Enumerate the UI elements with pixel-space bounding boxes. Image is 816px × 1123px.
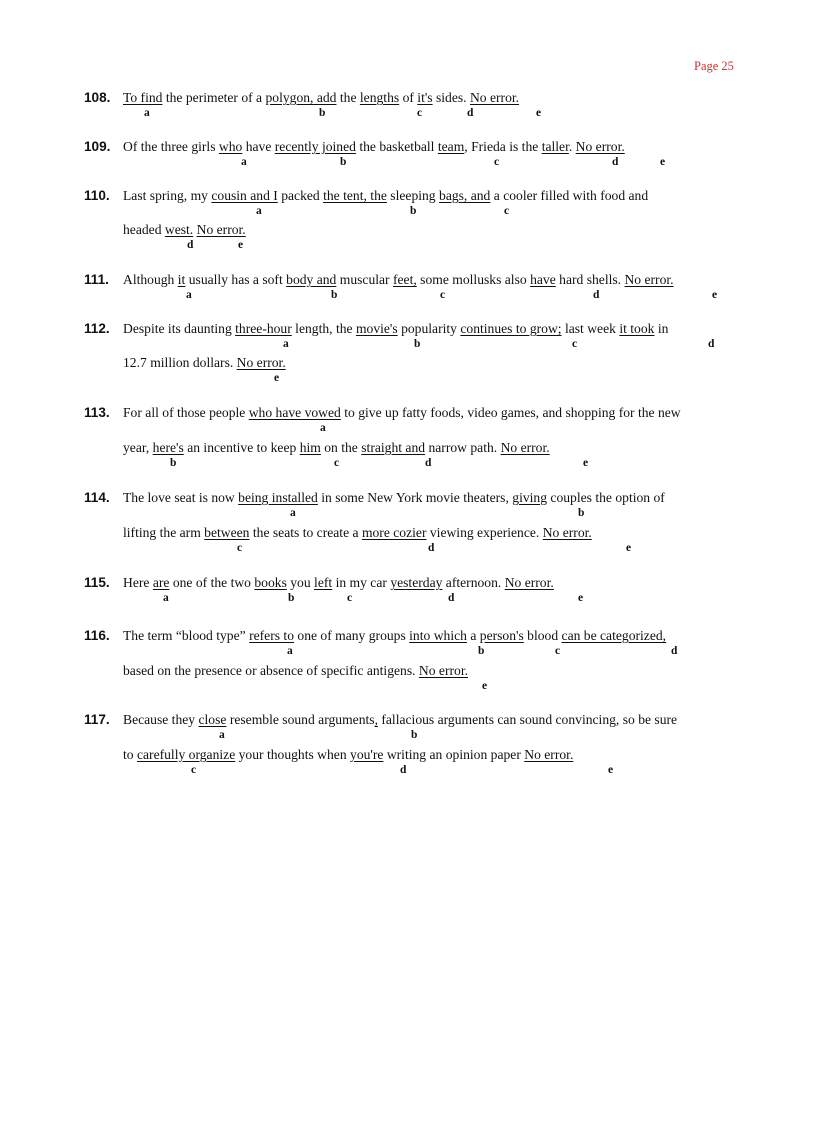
sentence-line bbox=[123, 90, 519, 106]
choice-letter-a: a bbox=[186, 289, 192, 301]
text-segment: length, the bbox=[291, 321, 356, 336]
text-segment: afternoon. bbox=[442, 575, 505, 590]
text-segment: in my car bbox=[332, 575, 391, 590]
choice-letter-d: d bbox=[425, 457, 432, 469]
sentence-line bbox=[123, 139, 625, 155]
text-segment: last week bbox=[561, 321, 620, 336]
choice-letter-b: b bbox=[319, 107, 326, 119]
underlined-segment: close bbox=[198, 712, 227, 727]
choice-letter-a: a bbox=[283, 338, 289, 350]
underlined-segment: are bbox=[152, 575, 170, 590]
choice-letter-a: a bbox=[290, 507, 296, 519]
sentence-line bbox=[123, 405, 681, 421]
sentence-line bbox=[123, 663, 468, 679]
text-segment: the seats to create a bbox=[249, 525, 362, 540]
question-number: 114. bbox=[84, 490, 110, 505]
choice-letter-b: b bbox=[410, 205, 417, 217]
text-segment: viewing experience. bbox=[426, 525, 543, 540]
underlined-segment: No error. bbox=[196, 222, 246, 237]
choice-letter-d: d bbox=[400, 764, 407, 776]
text-segment: Here bbox=[123, 575, 153, 590]
text-segment: . bbox=[568, 139, 576, 154]
question-number: 110. bbox=[84, 188, 110, 203]
underlined-segment: who have vowed bbox=[248, 405, 341, 420]
text-segment: hard shells. bbox=[555, 272, 625, 287]
text-segment: Last spring, my bbox=[123, 188, 212, 203]
choice-letter-e: e bbox=[536, 107, 542, 119]
choice-letter-e: e bbox=[626, 542, 632, 554]
underlined-segment: it took bbox=[619, 321, 655, 336]
underlined-segment: three-hour bbox=[235, 321, 292, 336]
choice-letter-b: b bbox=[288, 592, 295, 604]
choice-letter-c: c bbox=[347, 592, 353, 604]
text-segment: a bbox=[466, 628, 480, 643]
underlined-segment: lengths bbox=[359, 90, 400, 105]
text-segment: the basketball bbox=[355, 139, 438, 154]
underlined-segment: body and bbox=[286, 272, 337, 287]
page-number: Page 25 bbox=[694, 59, 734, 73]
underlined-segment: straight and bbox=[361, 440, 426, 455]
text-segment: packed bbox=[277, 188, 324, 203]
text-segment: lifting the arm bbox=[123, 525, 205, 540]
text-segment: sleeping bbox=[386, 188, 440, 203]
underlined-segment: him bbox=[299, 440, 321, 455]
choice-letter-d: d bbox=[593, 289, 600, 301]
text-segment: usually has a soft bbox=[185, 272, 287, 287]
choice-letter-b: b bbox=[578, 507, 585, 519]
underlined-segment: No error. bbox=[542, 525, 592, 540]
text-segment: to bbox=[123, 747, 137, 762]
underlined-segment: taller bbox=[541, 139, 569, 154]
choice-letter-e: e bbox=[712, 289, 718, 301]
sentence-line bbox=[123, 712, 677, 728]
choice-letter-c: c bbox=[237, 542, 243, 554]
question-number: 117. bbox=[84, 712, 110, 727]
text-segment: popularity bbox=[397, 321, 461, 336]
text-segment: Despite its daunting bbox=[123, 321, 236, 336]
choice-letter-c: c bbox=[494, 156, 500, 168]
underlined-segment: can be categorized, bbox=[561, 628, 667, 643]
choice-letter-c: c bbox=[440, 289, 446, 301]
choice-letter-c: c bbox=[555, 645, 561, 657]
choice-letter-b: b bbox=[331, 289, 338, 301]
choice-letter-e: e bbox=[660, 156, 666, 168]
text-segment: Although bbox=[123, 272, 178, 287]
underlined-segment: person's bbox=[479, 628, 524, 643]
underlined-segment: recently joined bbox=[274, 139, 356, 154]
underlined-segment: left bbox=[314, 575, 333, 590]
underlined-segment: No error. bbox=[575, 139, 625, 154]
sentence-line bbox=[123, 525, 592, 541]
text-segment: writing an opinion paper bbox=[383, 747, 525, 762]
text-segment: The love seat is now bbox=[123, 490, 239, 505]
question-number: 112. bbox=[84, 321, 110, 336]
choice-letter-d: d bbox=[448, 592, 455, 604]
underlined-segment: west. bbox=[164, 222, 194, 237]
underlined-segment: polygon, add bbox=[265, 90, 337, 105]
question-number: 109. bbox=[84, 139, 111, 154]
sentence-line bbox=[123, 440, 550, 456]
underlined-segment: No error. bbox=[418, 663, 468, 678]
text-segment: year, bbox=[123, 440, 153, 455]
text-segment: an incentive to keep bbox=[183, 440, 300, 455]
choice-letter-b: b bbox=[170, 457, 177, 469]
underlined-segment: carefully organize bbox=[136, 747, 236, 762]
choice-letter-a: a bbox=[144, 107, 150, 119]
choice-letter-e: e bbox=[274, 372, 280, 384]
text-segment: 12.7 million dollars. bbox=[123, 355, 237, 370]
sentence-line bbox=[123, 575, 554, 591]
text-segment: sides. bbox=[432, 90, 470, 105]
text-segment: some mollusks also bbox=[416, 272, 531, 287]
text-segment: your thoughts when bbox=[235, 747, 351, 762]
sentence-line bbox=[123, 355, 286, 371]
choice-letter-d: d bbox=[612, 156, 619, 168]
text-segment: the perimeter of a bbox=[162, 90, 266, 105]
choice-letter-b: b bbox=[340, 156, 347, 168]
choice-letter-a: a bbox=[256, 205, 262, 217]
underlined-segment: here's bbox=[152, 440, 184, 455]
choice-letter-b: b bbox=[478, 645, 485, 657]
underlined-segment: into which bbox=[409, 628, 467, 643]
underlined-segment: the tent, the bbox=[323, 188, 387, 203]
underlined-segment: feet, bbox=[393, 272, 417, 287]
underlined-segment: movie's bbox=[355, 321, 398, 336]
underlined-segment: giving bbox=[512, 490, 548, 505]
text-segment: you bbox=[286, 575, 315, 590]
question-number: 116. bbox=[84, 628, 110, 643]
sentence-line bbox=[123, 321, 668, 337]
choice-letter-d: d bbox=[467, 107, 474, 119]
underlined-segment: who bbox=[218, 139, 243, 154]
choice-letter-d: d bbox=[187, 239, 194, 251]
text-segment: of bbox=[399, 90, 418, 105]
underlined-segment: yesterday bbox=[390, 575, 443, 590]
choice-letter-c: c bbox=[572, 338, 578, 350]
text-segment: blood bbox=[523, 628, 562, 643]
question-number: 113. bbox=[84, 405, 110, 420]
choice-letter-c: c bbox=[417, 107, 423, 119]
choice-letter-a: a bbox=[219, 729, 225, 741]
text-segment: narrow path. bbox=[425, 440, 501, 455]
underlined-segment: bags, and bbox=[439, 188, 491, 203]
text-segment: muscular bbox=[336, 272, 393, 287]
text-segment: The term “blood type” bbox=[123, 628, 250, 643]
text-segment: couples the option of bbox=[547, 490, 665, 505]
text-segment: resemble sound arguments bbox=[226, 712, 375, 727]
choice-letter-a: a bbox=[241, 156, 247, 168]
text-segment: one of many groups bbox=[294, 628, 410, 643]
underlined-segment: being installed bbox=[238, 490, 318, 505]
underlined-segment: No error. bbox=[236, 355, 286, 370]
underlined-segment: you're bbox=[350, 747, 384, 762]
underlined-segment: No error. bbox=[500, 440, 550, 455]
question-number: 108. bbox=[84, 90, 111, 105]
sentence-line bbox=[123, 628, 666, 644]
choice-letter-e: e bbox=[482, 680, 488, 692]
choice-letter-d: d bbox=[708, 338, 715, 350]
text-segment: For all of those people bbox=[123, 405, 249, 420]
underlined-segment: , bbox=[374, 712, 378, 727]
choice-letter-e: e bbox=[578, 592, 584, 604]
underlined-segment: it's bbox=[417, 90, 433, 105]
text-segment: one of the two bbox=[169, 575, 255, 590]
underlined-segment: have bbox=[530, 272, 556, 287]
text-segment: , Frieda is the bbox=[464, 139, 542, 154]
question-number: 111. bbox=[84, 272, 109, 287]
underlined-segment: books bbox=[254, 575, 287, 590]
underlined-segment: continues to grow; bbox=[460, 321, 562, 336]
choice-letter-c: c bbox=[504, 205, 510, 217]
text-segment: Of the three girls bbox=[123, 139, 219, 154]
text-segment: based on the presence or absence of specific antigens. bbox=[123, 663, 419, 678]
text-segment: in some New York movie theaters, bbox=[317, 490, 513, 505]
text-segment: a cooler filled with food and bbox=[490, 188, 649, 203]
choice-letter-b: b bbox=[414, 338, 421, 350]
underlined-segment: between bbox=[204, 525, 250, 540]
underlined-segment: team bbox=[437, 139, 465, 154]
text-segment: Because they bbox=[123, 712, 199, 727]
choice-letter-e: e bbox=[583, 457, 589, 469]
choice-letter-a: a bbox=[320, 422, 326, 434]
text-segment: the bbox=[336, 90, 360, 105]
underlined-segment: No error. bbox=[504, 575, 554, 590]
sentence-line bbox=[123, 222, 246, 238]
choice-letter-b: b bbox=[411, 729, 418, 741]
sentence-line bbox=[123, 272, 674, 288]
underlined-segment: No error. bbox=[524, 747, 574, 762]
sentence-line bbox=[123, 188, 648, 204]
underlined-segment: No error. bbox=[624, 272, 674, 287]
underlined-segment: more cozier bbox=[361, 525, 427, 540]
sentence-line bbox=[123, 747, 573, 763]
text-segment: fallacious arguments can sound convincing, so be sure bbox=[377, 712, 678, 727]
choice-letter-a: a bbox=[287, 645, 293, 657]
underlined-segment: To find bbox=[123, 90, 163, 105]
choice-letter-c: c bbox=[191, 764, 197, 776]
underlined-segment: it bbox=[177, 272, 186, 287]
underlined-segment: No error. bbox=[469, 90, 520, 105]
choice-letter-a: a bbox=[163, 592, 169, 604]
choice-letter-d: d bbox=[428, 542, 435, 554]
underlined-segment: cousin and I bbox=[211, 188, 278, 203]
choice-letter-e: e bbox=[238, 239, 244, 251]
sentence-line bbox=[123, 490, 665, 506]
text-segment: on the bbox=[320, 440, 362, 455]
text-segment: in bbox=[654, 321, 669, 336]
choice-letter-c: c bbox=[334, 457, 340, 469]
text-segment: to give up fatty foods, video games, and shopping for the new bbox=[340, 405, 681, 420]
text-segment: headed bbox=[123, 222, 165, 237]
choice-letter-d: d bbox=[671, 645, 678, 657]
choice-letter-e: e bbox=[608, 764, 614, 776]
underlined-segment: refers to bbox=[249, 628, 294, 643]
text-segment: have bbox=[242, 139, 275, 154]
question-number: 115. bbox=[84, 575, 110, 590]
